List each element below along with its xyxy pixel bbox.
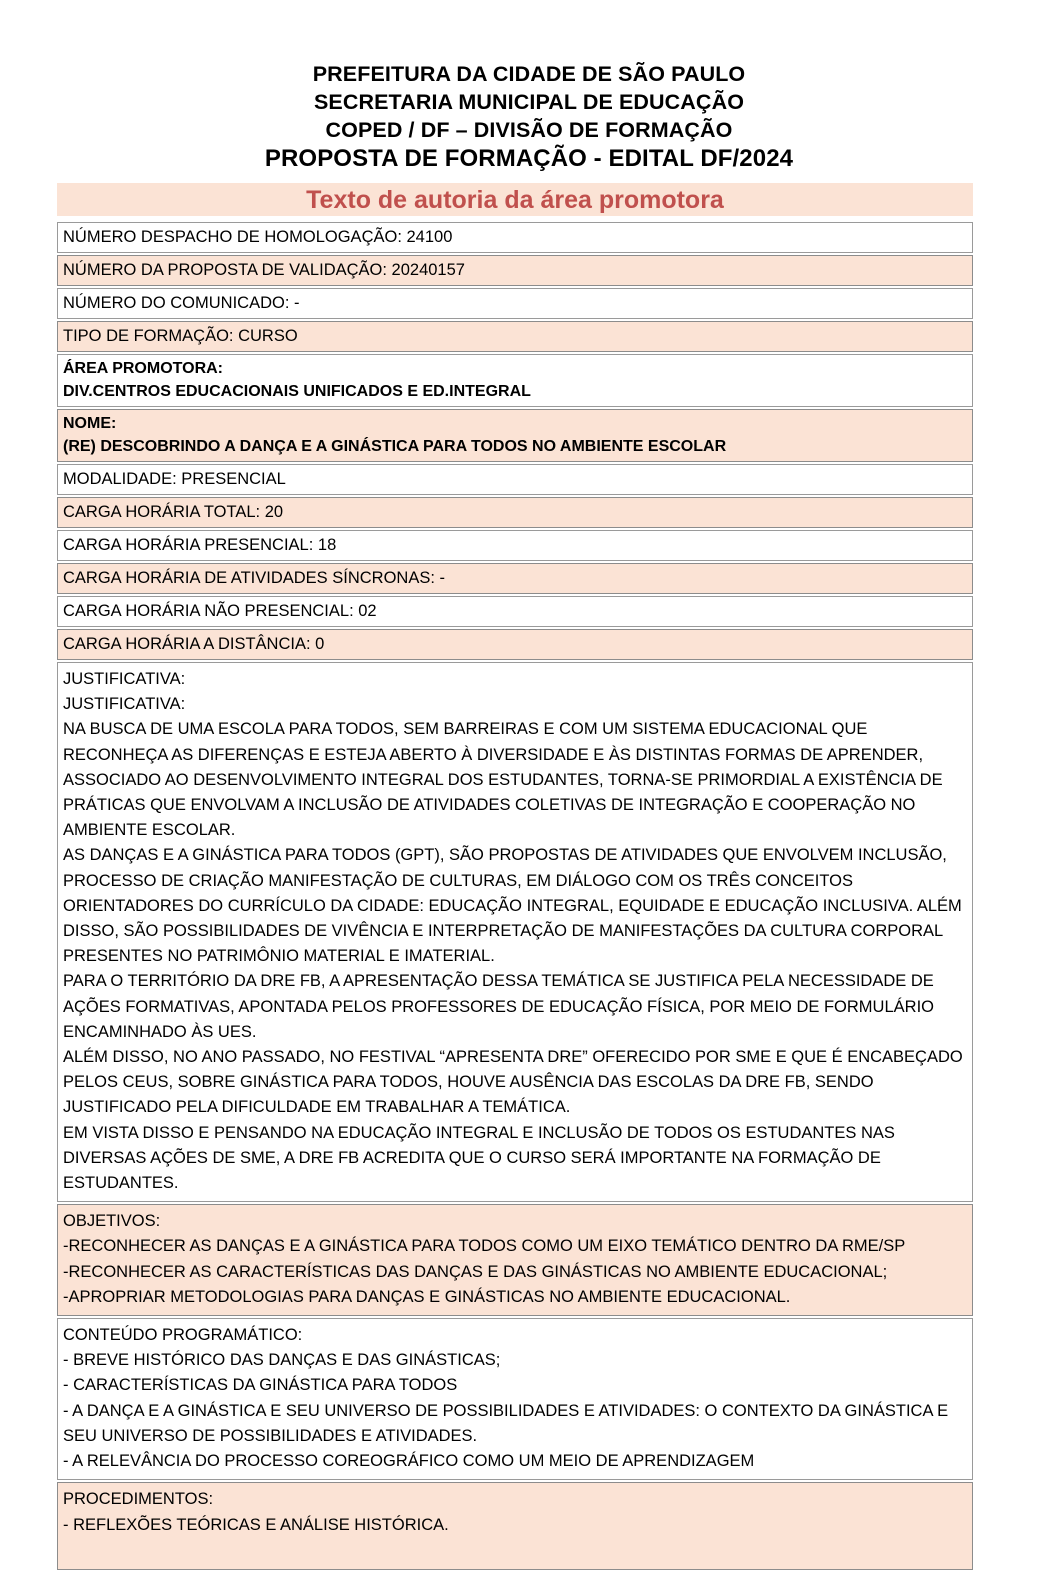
section-justificativa: [57, 662, 973, 1202]
field-nome-label: NOME:: [63, 415, 117, 432]
justificativa-paragraph-2: AS DANÇAS E A GINÁSTICA PARA TODOS (GPT), SÃO PROPOSTAS DE ATIVIDADES QUE ENVOLVEM INCLUSÃO, PROCESSO DE CRIAÇÃO MANIFESTAÇÃO DE CULTURAS, EM DIÁLOGO COM OS TRÊS CONCEITOS ORIENTADORES DO CURRÍCULO DA CIDADE: EDUCAÇÃO INTEGRAL, EQUIDADE E EDUCAÇÃO INCLUSIVA. ALÉM DISSO, SÃO POSSIBILIDADES DE VIVÊNCIA E INTERPRETAÇÃO DE MANIFESTAÇÕES DA CULTURA CORPORAL PRESENTES NO PATRIMÔNIO MATERIAL E IMATERIAL.: [63, 846, 962, 966]
justificativa-heading-duplicate: JUSTIFICATIVA:: [63, 695, 186, 714]
proposal-fields-table: [57, 222, 973, 1572]
justificativa-paragraph-1: NA BUSCA DE UMA ESCOLA PARA TODOS, SEM BARREIRAS E COM UM SISTEMA EDUCACIONAL QUE RECONHEÇA AS DIFERENÇAS E ESTEJA ABERTO À DIVERSIDADE E ÀS DISTINTAS FORMAS DE APRENDER, ASSOCIADO AO DESENVOLVIMENTO INTEGRAL DOS ESTUDANTES, TORNA-SE PRIMORDIAL A EXISTÊNCIA DE PRÁTICAS QUE ENVOLVAM A INCLUSÃO DE ATIVIDADES COLETIVAS DE INTEGRAÇÃO E COOPERAÇÃO NO AMBIENTE ESCOLAR.: [63, 720, 943, 840]
header-line-secretaria: SECRETARIA MUNICIPAL DE EDUCAÇÃO: [313, 90, 745, 114]
section-objetivos: [57, 1204, 973, 1316]
field-area-promotora-value: DIV.CENTROS EDUCACIONAIS UNIFICADOS E ED.INTEGRAL: [63, 383, 531, 400]
field-area-promotora-label: ÁREA PROMOTORA:: [63, 360, 223, 377]
justificativa-paragraph-3: PARA O TERRITÓRIO DA DRE FB, A APRESENTAÇÃO DESSA TEMÁTICA SE JUSTIFICA PELA NECESSIDADE DE AÇÕES FORMATIVAS, APONTADA PELOS PROFESSORES DE EDUCAÇÃO FÍSICA, POR MEIO DE FORMULÁRIO ENCAMINHADO ÀS UES.: [63, 972, 934, 1041]
field-carga-horaria-presencial: CARGA HORÁRIA PRESENCIAL: 18: [63, 536, 337, 554]
header-line-coped: COPED / DF – DIVISÃO DE FORMAÇÃO: [325, 118, 733, 142]
objetivos-item-2: -RECONHECER AS CARACTERÍSTICAS DAS DANÇAS E DAS GINÁSTICAS NO AMBIENTE EDUCACIONAL;: [63, 1262, 888, 1281]
conteudo-item-2: - CARACTERÍSTICAS DA GINÁSTICA PARA TODOS: [63, 1376, 458, 1395]
field-numero-comunicado: NÚMERO DO COMUNICADO: -: [63, 294, 300, 312]
table-row-carga-sincronas: [57, 563, 973, 594]
section-conteudo-programatico: [57, 1318, 973, 1480]
field-carga-horaria-total: CARGA HORÁRIA TOTAL: 20: [63, 503, 284, 521]
table-row-carga-presencial: [57, 530, 973, 561]
table-row-nome: [57, 409, 973, 462]
objetivos-item-3: -APROPRIAR METODOLOGIAS PARA DANÇAS E GINÁSTICAS NO AMBIENTE EDUCACIONAL.: [63, 1287, 791, 1306]
conteudo-heading: CONTEÚDO PROGRAMÁTICO:: [63, 1326, 303, 1345]
table-row-modalidade: [57, 464, 973, 495]
justificativa-heading: JUSTIFICATIVA:: [63, 670, 186, 688]
procedimentos-heading: PROCEDIMENTOS:: [63, 1490, 214, 1509]
procedimentos-spacer: [63, 1538, 967, 1564]
table-row-proposta-validacao: [57, 255, 973, 286]
conteudo-item-3: - A DANÇA E A GINÁSTICA E SEU UNIVERSO DE POSSIBILIDADES E ATIVIDADES: O CONTEXTO DA GINÁSTICA E SEU UNIVERSO DE POSSIBILIDADES E ATIVIDADES.: [63, 1401, 949, 1445]
justificativa-paragraph-4: ALÉM DISSO, NO ANO PASSADO, NO FESTIVAL “APRESENTA DRE” OFERECIDO POR SME E QUE É ENCABEÇADO PELOS CEUS, SOBRE GINÁSTICA PARA TODOS, HOUVE AUSÊNCIA DAS ESCOLAS DA DRE FB, SENDO JUSTIFICADO PELA DIFICULDADE EM TRABALHAR A TEMÁTICA.: [63, 1048, 963, 1117]
header-line-proposta: PROPOSTA DE FORMAÇÃO - EDITAL DF/2024: [264, 145, 794, 172]
table-row-comunicado: [57, 288, 973, 319]
field-carga-horaria-distancia: CARGA HORÁRIA A DISTÂNCIA: 0: [63, 635, 325, 653]
table-row-carga-total: [57, 497, 973, 528]
header-line-prefeitura: PREFEITURA DA CIDADE DE SÃO PAULO: [312, 62, 746, 86]
objetivos-heading: OBJETIVOS:: [63, 1212, 161, 1231]
table-row-area-promotora: [57, 354, 973, 407]
field-modalidade: MODALIDADE: PRESENCIAL: [63, 470, 286, 488]
field-despacho-homologacao: NÚMERO DESPACHO DE HOMOLOGAÇÃO: 24100: [63, 228, 453, 246]
field-carga-horaria-nao-presencial: CARGA HORÁRIA NÃO PRESENCIAL: 02: [63, 602, 377, 620]
table-row-carga-nao-presencial: [57, 596, 973, 627]
table-row-despacho: [57, 222, 973, 253]
table-row-tipo-formacao: [57, 321, 973, 352]
conteudo-item-1: - BREVE HISTÓRICO DAS DANÇAS E DAS GINÁSTICAS;: [63, 1351, 501, 1370]
field-carga-horaria-sincronas: CARGA HORÁRIA DE ATIVIDADES SÍNCRONAS: -: [63, 569, 446, 587]
objetivos-item-1: -RECONHECER AS DANÇAS E A GINÁSTICA PARA TODOS COMO UM EIXO TEMÁTICO DENTRO DA RME/SP: [63, 1237, 906, 1256]
table-row-carga-distancia: [57, 629, 973, 660]
field-numero-proposta-validacao: NÚMERO DA PROPOSTA DE VALIDAÇÃO: 20240157: [63, 261, 465, 279]
field-tipo-formacao: TIPO DE FORMAÇÃO: CURSO: [63, 327, 298, 345]
justificativa-paragraph-5: EM VISTA DISSO E PENSANDO NA EDUCAÇÃO INTEGRAL E INCLUSÃO DE TODOS OS ESTUDANTES NAS DIVERSAS AÇÕES DE SME, A DRE FB ACREDITA QUE O CURSO SERÁ IMPORTANTE NA FORMAÇÃO DE ESTUDANTES.: [63, 1123, 895, 1193]
authorship-banner: [57, 183, 973, 216]
procedimentos-item-1: - REFLEXÕES TEÓRICAS E ANÁLISE HISTÓRICA.: [63, 1515, 449, 1534]
conteudo-item-4: - A RELEVÂNCIA DO PROCESSO COREOGRÁFICO COMO UM MEIO DE APRENDIZAGEM: [63, 1452, 755, 1471]
document-header: [0, 60, 1058, 174]
section-procedimentos: [57, 1482, 973, 1569]
authorship-banner-label: Texto de autoria da área promotora: [306, 185, 724, 214]
field-nome-value: (RE) DESCOBRINDO A DANÇA E A GINÁSTICA PARA TODOS NO AMBIENTE ESCOLAR: [63, 438, 727, 455]
